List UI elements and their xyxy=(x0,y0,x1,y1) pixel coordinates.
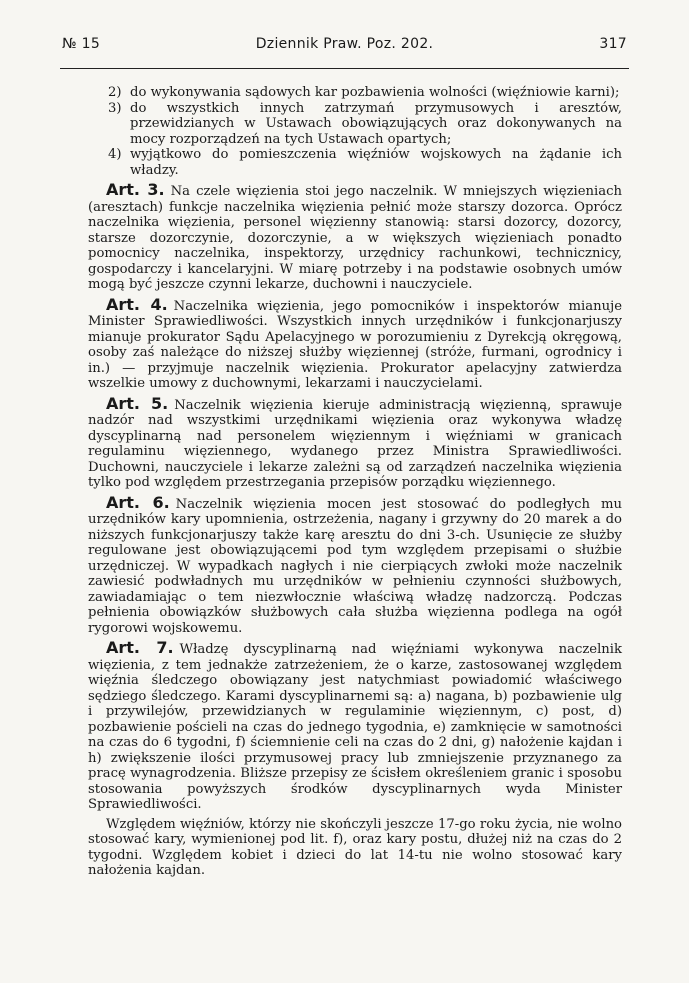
article-text: Naczelnika więzienia, jego pomocników i inspektorów mianuje Minister Sprawiedliwości. Wszystkich innych urzędników i funkcjonarjuszy mianuje prokurator Sądu Apelacyjnego w porozumieniu z Dyrekcją okręgową, osoby zaś należące do niższej służby więziennej (stróże, furmani, ogrodnicy i in.) — przyjmuje naczelnik więzienia. Prokurator apelacyjny zatwierdza wszelkie umowy z duchownymi, lekarzami i nauczycielami. xyxy=(88,298,622,391)
list-item-text: wyjątkowo do pomieszczenia więźniów wojskowych na żądanie ich władzy. xyxy=(130,147,622,178)
article-label: Art. 4. xyxy=(106,294,168,314)
article-label: Art. 3. xyxy=(106,180,165,199)
article-3 xyxy=(88,182,622,293)
article-text: Naczelnik więzienia mocen jest stosować do podległych mu urzędników kary upomnienia, ostrzeżenia, nagany i grzywny do 20 marek a do niższych funkcjonarjuszy także karę aresztu do dni 3-ch. Usunięcie ze służby regulowane jest obowiązującemi pod tym względem przepisami o służbie urzędniczej. W wypadkach nagłych i nie cierpiących zwłoki może naczelnik zawiesić podwładnych mu urzędników w pełnieniu czynności służbowych, zawiadamiając o tem niezwłocznie właściwą władzę nadzorczą. Podczas pełnienia obowiązków służbowych cała służba więzienna podlega na ogół rygorowi wojskowemu. xyxy=(88,496,623,636)
list-item-number: 3) xyxy=(108,100,122,116)
article-5 xyxy=(88,393,623,491)
article-label: Art. 5. xyxy=(106,393,169,413)
list-item xyxy=(88,85,622,101)
journal-title: Dziennik Praw. Poz. 202. xyxy=(255,36,434,52)
article-7 xyxy=(88,640,622,813)
list-item-text: do wykonywania sądowych kar pozbawienia wolności (więźniowie karni); xyxy=(130,85,620,100)
article-text: Na czele więzienia stoi jego naczelnik. W mniejszych więzieniach (aresztach) funkcje naczelnika więzienia pełnić może starszy dozorca. Oprócz naczelnika więzienia, personel więzienny stanowią: starsi dozorcy, dozorcy, starsze dozorczynie, dozorczynie, a w większych więzieniach ponadto pomocnicy naczelnika, inspektorzy, urzędnicy rachunkowi, technicznicy, gospodarczy i kancelaryjni. W miarę potrzeby i na podstawie osobnych umów mogą być jeszcze czynni lekarze, duchowni i nauczyciele. xyxy=(88,184,622,292)
document-body xyxy=(88,85,622,879)
page-header xyxy=(62,36,627,56)
article-text: Naczelnik więzienia kieruje administracją więzienną, sprawuje nadzór nad wszystkimi urzędnikami więzienia oraz wykonywa władzę dyscyplinarną nad personelem więziennym i więźniami w granicach regulaminu więziennego, wydanego przez Ministra Sprawiedliwości. Duchowni, nauczyciele i lekarze zależni są od zarządzeń naczelnika więzienia tylko pod względem przestrzegania przepisów porządku więziennego. xyxy=(88,397,623,490)
header-rule xyxy=(60,68,629,69)
page-number: 317 xyxy=(599,36,627,52)
article-6 xyxy=(88,492,623,637)
article-4 xyxy=(88,294,622,392)
issue-number: № 15 xyxy=(62,36,101,52)
list-item xyxy=(88,101,622,148)
list-item xyxy=(88,147,622,178)
article-label: Art. 7. xyxy=(106,638,174,657)
article-label: Art. 6. xyxy=(106,492,170,512)
list-item-number: 2) xyxy=(108,85,122,100)
article-text: Władzę dyscyplinarną nad więźniami wykonywa naczelnik więzienia, z tem jednakże zatrzeżeniem, że o karze, zastosowanej względem więźnia śledczego obowiązany jest natychmiast powiadomić właściwego sędziego śledczego. Karami dyscyplinarnemi są: a) nagana, b) pozbawienie ulg i przywilejów, przewidzianych w regulaminie więziennym, c) post, d) pozbawienie pościeli na czas do jednego tygodnia, e) zamknięcie w samotności na czas do 6 tygodni, f) ściemnienie celi na czas do 2 dni, g) nałożenie kajdan i h) zwiększenie ilości przymusowej pracy lub zmniejszenie przyznanego za pracę wynagrodzenia. Bliższe przepisy ze ścisłem określeniem granic i sposobu stosowania powyższych środków dyscyplinarnych wyda Minister Sprawiedliwości. xyxy=(88,642,623,812)
list-item-text: do wszystkich innych zatrzymań przymusowych i aresztów, przewidzianych w Ustawach obowiązujących oraz dokonywanych na mocy rozporządzeń na tych Ustawach opartych; xyxy=(130,100,622,147)
continuation-paragraph: Względem więźniów, którzy nie skończyli jeszcze 17-go roku życia, nie wolno stosować kary, wymienionej pod lit. f), oraz kary postu, dłużej niż na czas do 2 tygodni. Względem kobiet i dzieci do lat 14-tu nie wolno stosować kary nałożenia kajdan. xyxy=(88,816,622,878)
list-item-number: 4) xyxy=(108,147,122,162)
